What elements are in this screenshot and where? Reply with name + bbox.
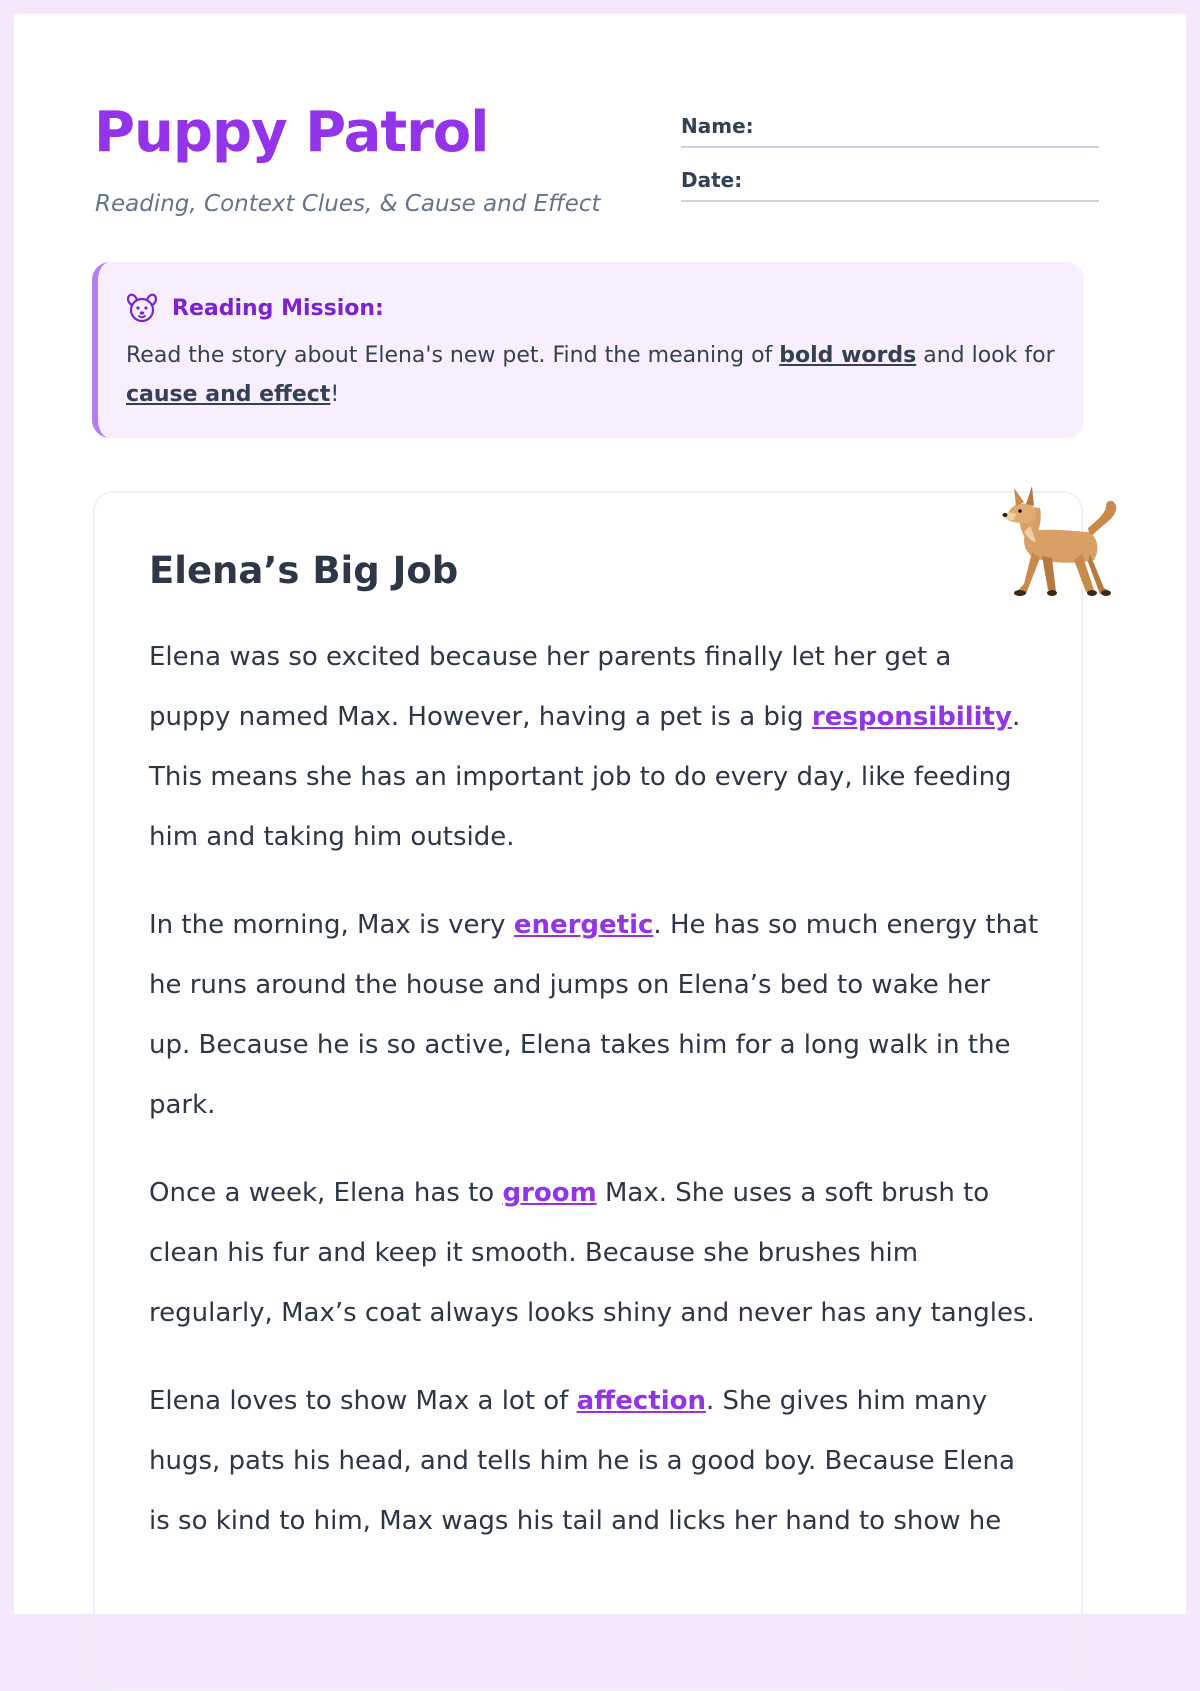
worksheet-page [14, 14, 1186, 1614]
page-title: Puppy Patrol [94, 100, 489, 165]
bold-words-term: bold words [779, 343, 917, 368]
mission-heading-row [126, 292, 384, 324]
story-title: Elena’s Big Job [149, 549, 459, 592]
paragraph-text: Once a week, Elena has to [149, 1178, 503, 1208]
story-body [149, 627, 1039, 1579]
page-subtitle: Reading, Context Clues, & Cause and Effect [95, 191, 601, 217]
story-paragraph [149, 895, 1039, 1135]
story-paragraph [149, 1371, 1039, 1551]
paragraph-text: Elena loves to show Max a lot of [149, 1386, 577, 1416]
date-label: Date: [681, 168, 743, 192]
paragraph-text: In the morning, Max is very [149, 910, 514, 940]
paragraph-text: . She gives him many hugs, pats his head, and tells him he is a good boy. Because Elena is so kind to him, Max wags his tail and licks her hand to show he [149, 1386, 1015, 1536]
story-card [93, 491, 1083, 1691]
dog-icon [1002, 480, 1122, 602]
mission-text-part: and look for [916, 343, 1055, 368]
paragraph-text: . This means she has an important job to do every day, like feeding him and taking him outside. [149, 702, 1021, 852]
story-paragraph [149, 627, 1039, 867]
mission-text-part: Read the story about Elena's new pet. Find the meaning of [126, 343, 780, 368]
reading-mission-box [92, 262, 1084, 438]
paragraph-text: . He has so much energy that he runs around the house and jumps on Elena’s bed to wake her up. Because he is so active, Elena takes him for a long walk in the park. [149, 910, 1039, 1120]
mission-instructions [126, 336, 1056, 414]
vocab-word-groom[interactable]: groom [502, 1178, 597, 1208]
name-field[interactable] [681, 112, 1099, 148]
vocab-word-responsibility[interactable]: responsibility [811, 702, 1012, 732]
mission-text-part: ! [330, 382, 340, 407]
vocab-word-energetic[interactable]: energetic [513, 910, 654, 940]
date-field[interactable] [681, 166, 1099, 202]
name-label: Name: [681, 114, 754, 138]
mission-heading: Reading Mission: [172, 295, 384, 321]
story-paragraph [149, 1163, 1039, 1343]
cause-and-effect-term: cause and effect [126, 382, 331, 407]
dog-face-icon [126, 292, 158, 324]
vocab-word-affection[interactable]: affection [576, 1386, 706, 1416]
paragraph-text: Elena was so excited because her parents finally let her get a puppy named Max. However, having a pet is a big [149, 642, 952, 732]
paragraph-text: Max. She uses a soft brush to clean his fur and keep it smooth. Because she brushes him regularly, Max’s coat always looks shiny and never has any tangles. [149, 1178, 1035, 1328]
